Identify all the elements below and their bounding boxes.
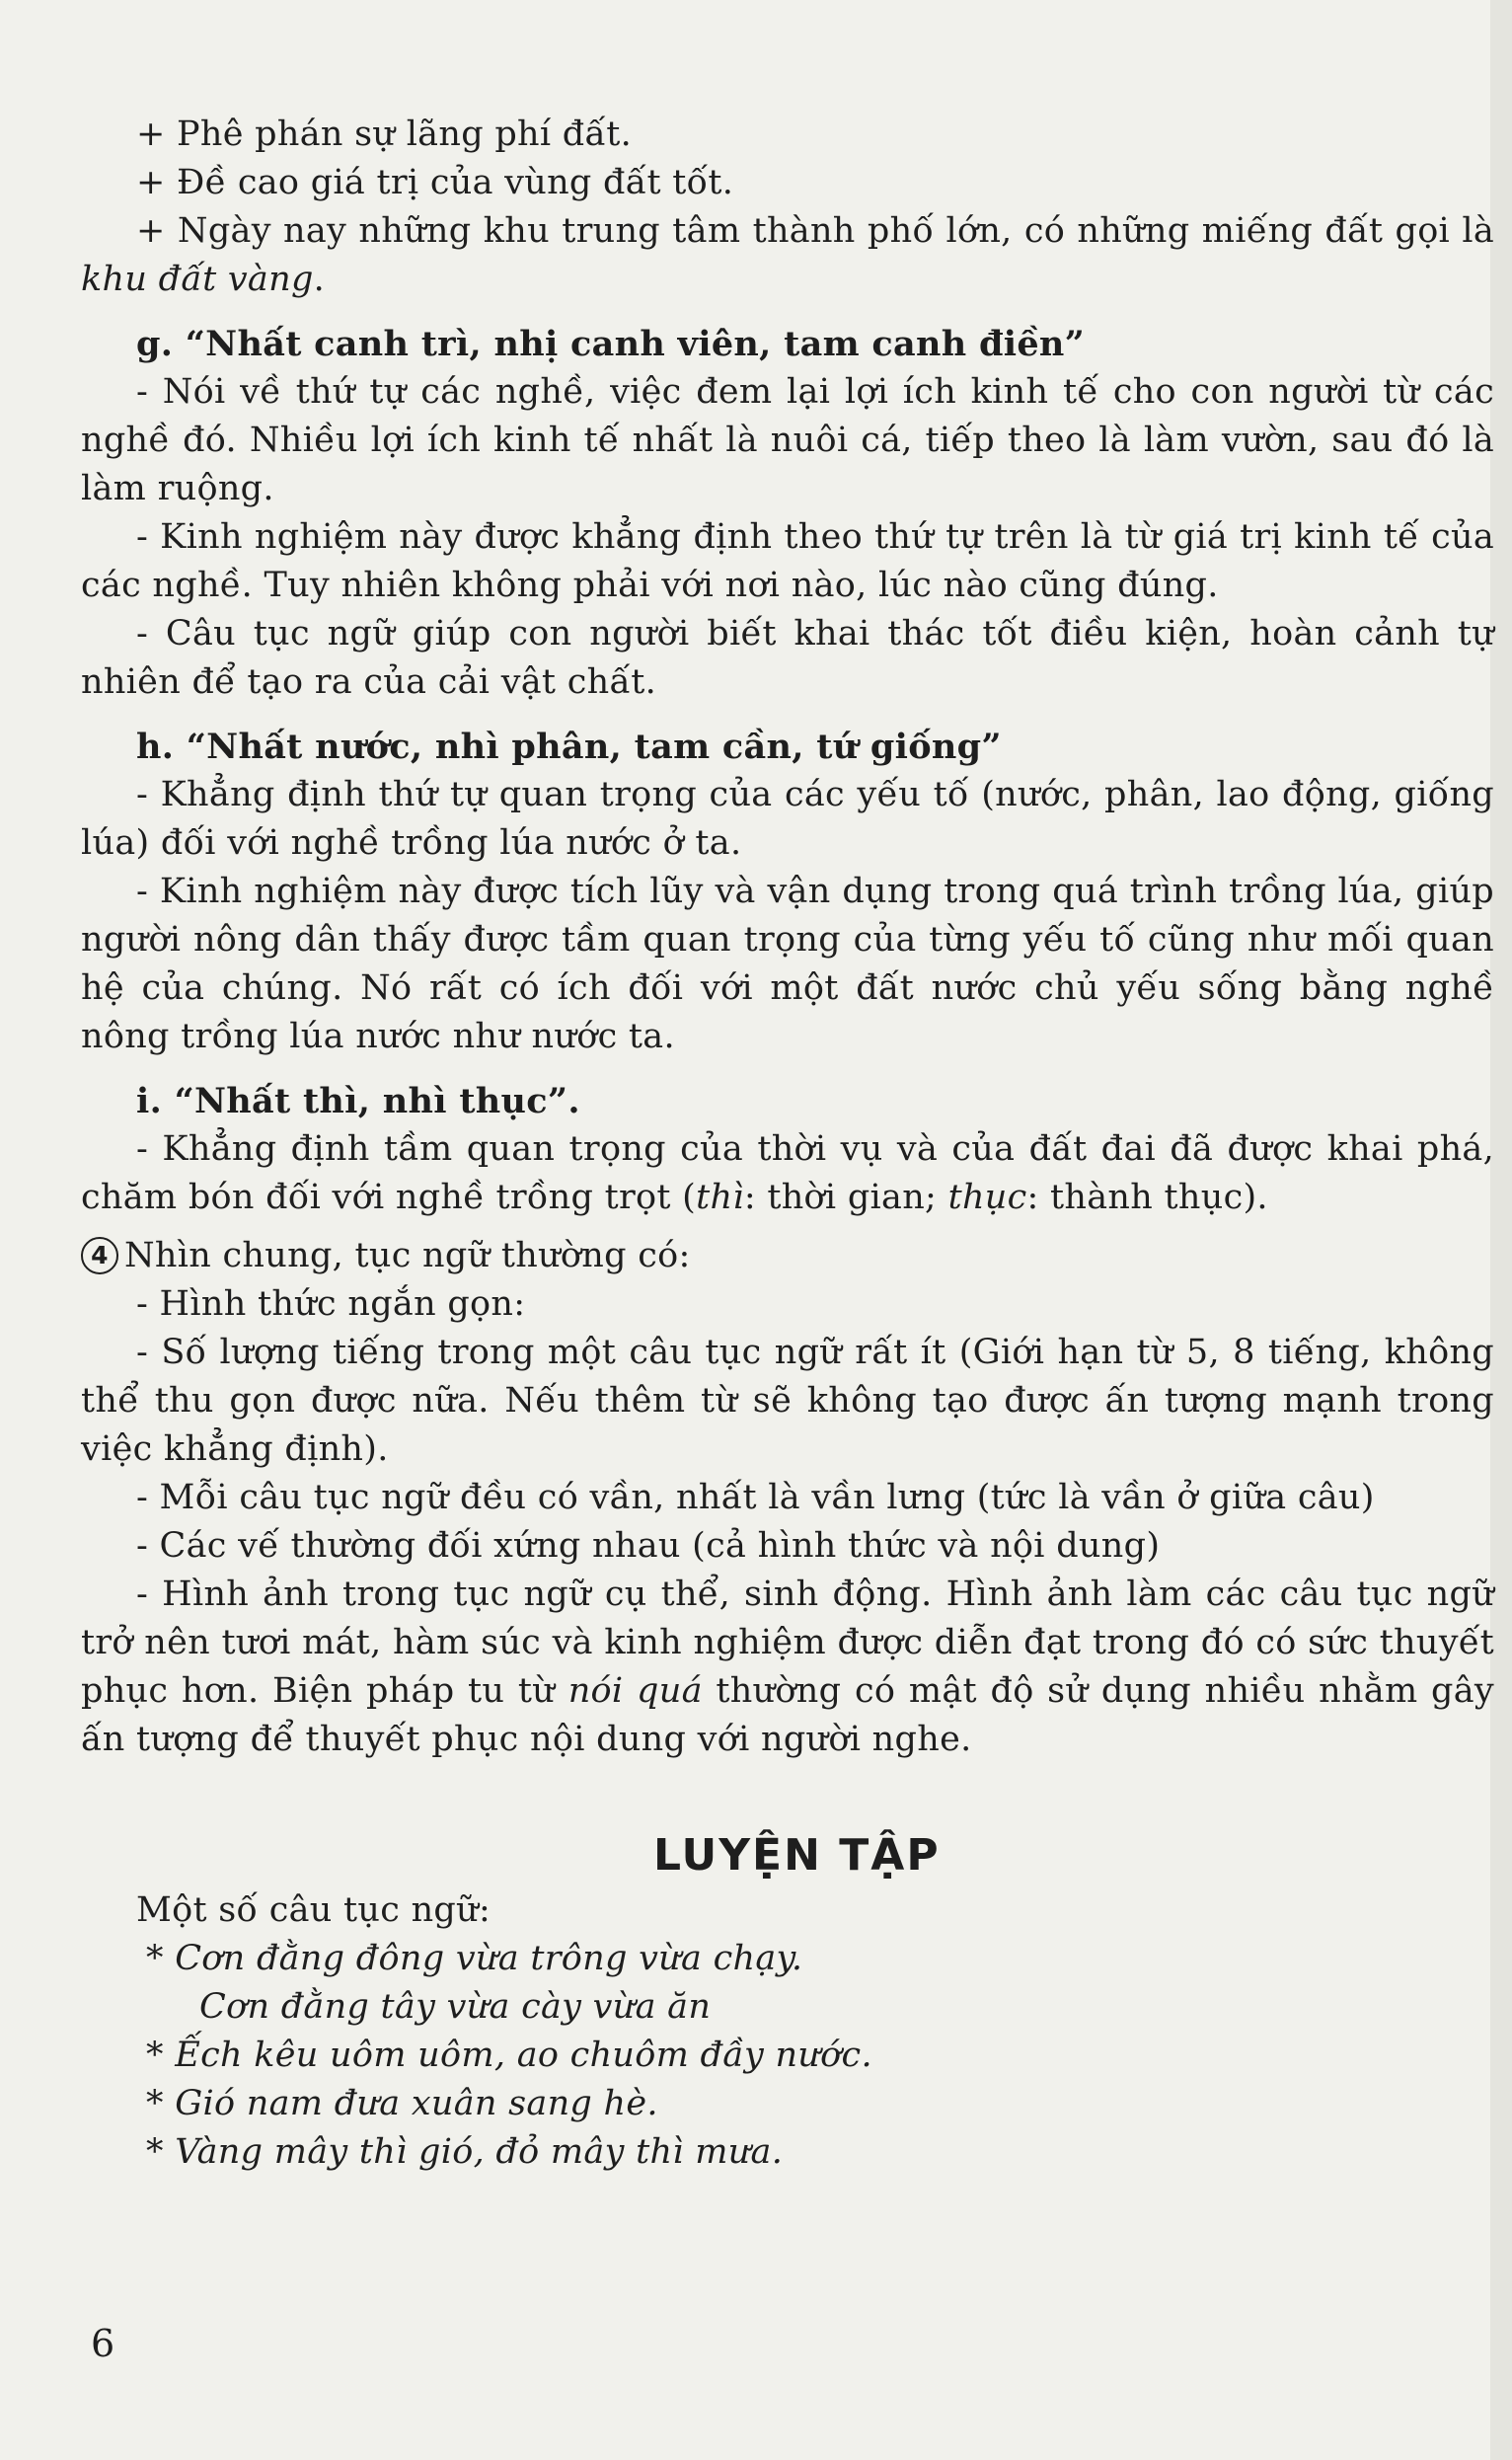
practice-heading: LUYỆN TẬP xyxy=(653,1830,941,1881)
paragraph: - Số lượng tiếng trong một câu tục ngữ rất ít (Giới hạn từ 5, 8 tiếng, không thể thu gọn được nữa. Nếu thêm từ sẽ không tạo được ấn tượng mạnh trong việc khẳng định). xyxy=(81,1333,1494,1469)
paragraph: - Kinh nghiệm này được tích lũy và vận dụng trong quá trình trồng lúa, giúp người nông dân thấy được tầm quan trọng của từng yếu tố cũng như mối quan hệ của chúng. Nó rất có ích đối với một đất nước chủ yếu sống bằng nghề nông trồng lúa nước như nước ta. xyxy=(81,872,1494,1056)
italic-term: nói quá xyxy=(567,1671,703,1711)
paragraph: - Hình ảnh trong tục ngữ cụ thể, sinh động. Hình ảnh làm các câu tục ngữ trở nên tươi mát, hàm súc và kinh nghiệm được diễn đạt trong đó có sức thuyết phục hơn. Biện pháp tu từ nói quá thường có mật độ sử dụng nhiều nhằm gây ấn tượng để thuyết phục nội dung với người nghe. xyxy=(81,1575,1494,1759)
section-4-intro: 4 Nhìn chung, tục ngữ thường có: xyxy=(81,1232,1494,1280)
paragraph: - Hình thức ngắn gọn: xyxy=(136,1284,526,1324)
italic-term: khu đất vàng xyxy=(81,260,314,299)
paragraph: - Kinh nghiệm này được khẳng định theo thứ tự trên là từ giá trị kinh tế của các nghề. Tuy nhiên không phải với nơi nào, lúc nào cũng đúng. xyxy=(81,517,1494,605)
paragraph: + Đề cao giá trị của vùng đất tốt. xyxy=(136,163,734,202)
paragraph: + Phê phán sự lãng phí đất. xyxy=(136,115,633,154)
page-content xyxy=(81,111,1494,2177)
page-number: 6 xyxy=(91,2322,115,2365)
paragraph: - Câu tục ngữ giúp con người biết khai thác tốt điều kiện, hoàn cảnh tự nhiên để tạo ra của cải vật chất. xyxy=(81,614,1494,702)
section-title-h: h. “Nhất nước, nhì phân, tam cần, tứ giống” xyxy=(136,727,1002,767)
circled-number-marker: 4 xyxy=(81,1237,118,1274)
paragraph: + Ngày nay những khu trung tâm thành phố lớn, có những miếng đất gọi là khu đất vàng. xyxy=(81,211,1494,299)
paragraph: - Mỗi câu tục ngữ đều có vần, nhất là vần lưng (tức là vần ở giữa câu) xyxy=(136,1478,1375,1517)
italic-term: thục xyxy=(947,1178,1027,1217)
section-title-g: g. “Nhất canh trì, nhị canh viên, tam canh điền” xyxy=(136,324,1086,364)
paragraph: - Các vế thường đối xứng nhau (cả hình thức và nội dung) xyxy=(136,1526,1161,1566)
proverb-line: * Cơn đằng đông vừa trông vừa chạy. xyxy=(146,1939,803,1978)
practice-intro: Một số câu tục ngữ: xyxy=(136,1890,491,1930)
proverb-line: Cơn đằng tây vừa cày vừa ăn xyxy=(199,1987,712,2027)
italic-term: thì xyxy=(696,1178,744,1217)
paragraph: - Khẳng định tầm quan trọng của thời vụ và của đất đai đã được khai phá, chăm bón đối với nghề trồng trọt (thì: thời gian; thục: thành thục). xyxy=(81,1129,1494,1217)
paragraph: - Nói về thứ tự các nghề, việc đem lại lợi ích kinh tế cho con người từ các nghề đó. Nhiều lợi ích kinh tế nhất là nuôi cá, tiếp theo là làm vườn, sau đó là làm ruộng. xyxy=(81,372,1494,508)
paragraph: - Khẳng định thứ tự quan trọng của các yếu tố (nước, phân, lao động, giống lúa) đối với nghề trồng lúa nước ở ta. xyxy=(81,775,1494,863)
section-title-i: i. “Nhất thì, nhì thục”. xyxy=(136,1081,580,1121)
proverb-line: * Ếch kêu uôm uôm, ao chuôm đầy nước. xyxy=(146,2036,872,2075)
proverb-line: * Vàng mây thì gió, đỏ mây thì mưa. xyxy=(146,2132,784,2172)
proverb-line: * Gió nam đưa xuân sang hè. xyxy=(146,2084,658,2123)
